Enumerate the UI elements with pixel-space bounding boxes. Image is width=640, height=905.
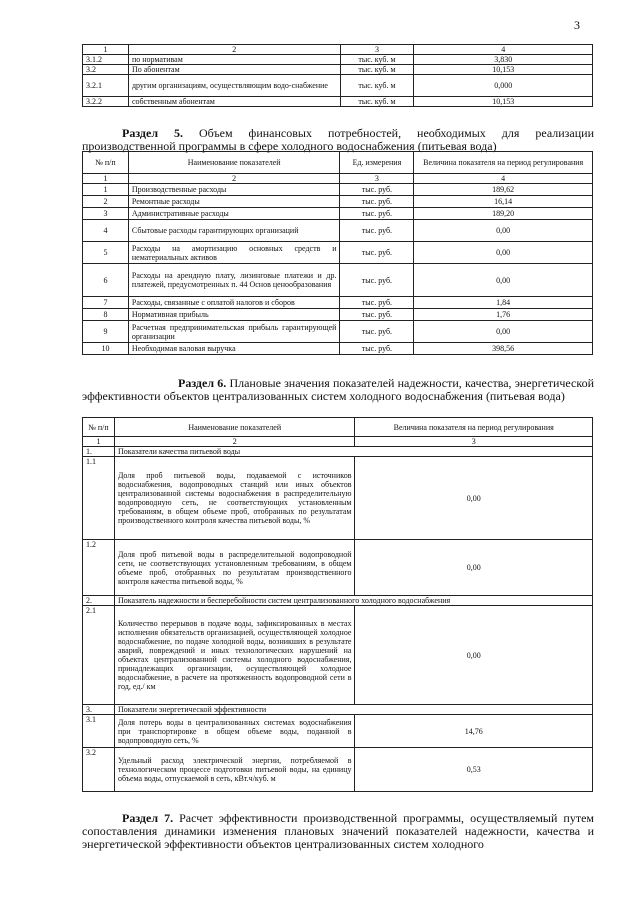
volume-table: [82, 44, 593, 107]
row-value: 1,84: [414, 297, 593, 309]
row-num: 8: [83, 309, 129, 321]
row-unit: тыс. руб.: [340, 343, 414, 355]
row-value: 0,00: [414, 264, 593, 297]
row-unit: тыс. куб. м: [340, 55, 414, 65]
row-num: 3.1: [83, 715, 115, 748]
row-unit: тыс. руб.: [340, 220, 414, 242]
row-num: 1: [83, 184, 129, 196]
row-name: собственным абонентам: [128, 97, 340, 107]
row-name: Показатели качества питьевой воды: [114, 447, 592, 457]
row-value: 0,53: [355, 748, 593, 792]
row-num: 3.2: [83, 748, 115, 792]
section-label: Раздел 5.: [122, 126, 184, 140]
row-unit: тыс. руб.: [340, 297, 414, 309]
row-value: 0,00: [414, 242, 593, 264]
row-value: 0,00: [414, 220, 593, 242]
row-num: 2.: [83, 596, 115, 606]
table-row: [83, 321, 593, 343]
row-name: Необходимая валовая выручка: [128, 343, 340, 355]
row-num: 5: [83, 242, 129, 264]
col-header: № п/п: [83, 418, 115, 437]
table-row: [83, 748, 593, 792]
table-row: [83, 606, 593, 705]
row-unit: тыс. куб. м: [340, 65, 414, 75]
row-name: Нормативная прибыль: [128, 309, 340, 321]
row-value: 189,62: [414, 184, 593, 196]
row-name: Показатель надежности и бесперебойности систем централизованного холодного водоснабжения: [114, 596, 592, 606]
row-unit: тыс. руб.: [340, 242, 414, 264]
row-name: По абонентам: [128, 65, 340, 75]
row-num: 3.2: [83, 65, 129, 75]
section-title: Объем финансовых потребностей, необходимых для реализации производственной программы в сфере холодного водоснабжения (питьевая вода): [82, 126, 594, 153]
row-name: Доля проб питьевой воды, подаваемой с источников водоснабжения, водопроводных станций или иных объектов централизованной системы водоснабжения в распределительную водопроводную сеть, не соответствующих установленным требованиям, в общем объеме проб, отобранных по результатам производственного контроля качества питьевой воды, %: [114, 457, 355, 540]
table-row: [83, 297, 593, 309]
col-number: 3: [340, 45, 414, 55]
row-value: 0,00: [355, 540, 593, 596]
row-value: 16,14: [414, 196, 593, 208]
col-number: 4: [414, 45, 593, 55]
row-name: Расходы на амортизацию основных средств и нематериальных активов: [128, 242, 340, 264]
col-header: Величина показателя на период регулирования: [355, 418, 593, 437]
row-value: 0,00: [414, 321, 593, 343]
section-5-heading: [82, 127, 594, 153]
table-row: [83, 75, 593, 97]
row-name: по нормативам: [128, 55, 340, 65]
table-group-row: [83, 705, 593, 715]
col-number: 2: [128, 45, 340, 55]
table-row: [83, 457, 593, 540]
row-num: 10: [83, 343, 129, 355]
table-number-row: [83, 174, 593, 184]
row-value: 3,830: [414, 55, 593, 65]
row-unit: тыс. куб. м: [340, 75, 414, 97]
row-value: 10,153: [414, 65, 593, 75]
row-num: 2: [83, 196, 129, 208]
row-name: другим организациям, осуществляющим водо-снабжение: [128, 75, 340, 97]
col-number: 3: [340, 174, 414, 184]
col-number: 2: [114, 437, 355, 447]
row-num: 1.: [83, 447, 115, 457]
table-row: [83, 715, 593, 748]
row-num: 1.1: [83, 457, 115, 540]
row-name: Доля проб питьевой воды в распределительной водопроводной сети, не соответствующих установленным требованиям, в общем объеме проб, отобранных по результатам производственного контроля качества питьевой воды, %: [114, 540, 355, 596]
section-label: Раздел 6.: [178, 376, 227, 390]
table-row: [83, 97, 593, 107]
row-name: Показатели энергетической эффективности: [114, 705, 592, 715]
table-row: [83, 196, 593, 208]
row-value: 14,76: [355, 715, 593, 748]
col-header: № п/п: [83, 152, 129, 174]
row-value: 0,00: [355, 457, 593, 540]
row-num: 4: [83, 220, 129, 242]
row-name: Расходы на арендную плату, лизинговые платежи и др. платежей, предусмотренных п. 44 Основ ценообразования: [128, 264, 340, 297]
row-num: 3.: [83, 705, 115, 715]
col-header: Наименование показателей: [128, 152, 340, 174]
row-value: 0,000: [414, 75, 593, 97]
table-group-row: [83, 447, 593, 457]
row-value: 0,00: [355, 606, 593, 705]
col-number: 3: [355, 437, 593, 447]
row-name: Количество перерывов в подаче воды, зафиксированных в местах исполнения обязательств организацией, осуществляющей холодное водоснабжение, по подаче холодной воды, возникших в результате аварий, повреждений и иных технологических нарушений на объектах централизованной системы холодного водоснабжения, принадлежащих организации, осуществляющей холодное водоснабжение, в расчете на протяженность водопроводной сети в год, ед./ км: [114, 606, 355, 705]
row-unit: тыс. руб.: [340, 184, 414, 196]
row-num: 1.2: [83, 540, 115, 596]
row-name: Производственные расходы: [128, 184, 340, 196]
row-name: Доля потерь воды в централизованных системах водоснабжения при транспортировке в общем объеме воды, поданной в водопроводную сеть, %: [114, 715, 355, 748]
indicators-table: [82, 417, 593, 792]
table-number-row: [83, 437, 593, 447]
row-name: Ремонтные расходы: [128, 196, 340, 208]
col-number: 1: [83, 437, 115, 447]
row-num: 2.1: [83, 606, 115, 705]
row-num: 6: [83, 264, 129, 297]
row-name: Удельный расход электрической энергии, потребляемой в технологическом процессе подготовки питьевой воды, на единицу объема воды, отпускаемой в сеть, кВт.ч/куб. м: [114, 748, 355, 792]
table-row: [83, 242, 593, 264]
section-label: Раздел 7.: [122, 811, 174, 825]
col-header: Наименование показателей: [114, 418, 355, 437]
row-name: Расчетная предпринимательская прибыль гарантирующей организации: [128, 321, 340, 343]
table-row: [83, 343, 593, 355]
section-7-paragraph: [82, 812, 594, 851]
page-number: 3: [574, 18, 580, 32]
row-value: 398,56: [414, 343, 593, 355]
table-header-row: [83, 418, 593, 437]
row-name: Расходы, связанные с оплатой налогов и сборов: [128, 297, 340, 309]
col-number: 4: [414, 174, 593, 184]
table-row: [83, 540, 593, 596]
row-unit: тыс. куб. м: [340, 97, 414, 107]
table-row: [83, 264, 593, 297]
col-number: 2: [128, 174, 340, 184]
row-unit: тыс. руб.: [340, 321, 414, 343]
row-name: Административные расходы: [128, 208, 340, 220]
row-value: 189,20: [414, 208, 593, 220]
row-num: 7: [83, 297, 129, 309]
table-row: [83, 55, 593, 65]
row-unit: тыс. руб.: [340, 208, 414, 220]
row-num: 3.2.1: [83, 75, 129, 97]
row-unit: тыс. руб.: [340, 309, 414, 321]
col-number: 1: [83, 45, 129, 55]
financial-table: [82, 151, 593, 355]
row-name: Сбытовые расходы гарантирующих организаций: [128, 220, 340, 242]
table-row: [83, 309, 593, 321]
row-value: 1,76: [414, 309, 593, 321]
table-row: [83, 208, 593, 220]
table-group-row: [83, 596, 593, 606]
table-header-row: [83, 152, 593, 174]
table-header-row: [83, 45, 593, 55]
row-num: 3: [83, 208, 129, 220]
row-num: 3.1.2: [83, 55, 129, 65]
col-header: Величина показателя на период регулирования: [414, 152, 593, 174]
section-title: Плановые значения показателей надежности, качества, энергетической эффективности объектов централизованных систем холодного водоснабжения (питьевая вода): [82, 376, 594, 403]
row-unit: тыс. руб.: [340, 264, 414, 297]
table-row: [83, 65, 593, 75]
row-value: 10,153: [414, 97, 593, 107]
row-num: 3.2.2: [83, 97, 129, 107]
row-unit: тыс. руб.: [340, 196, 414, 208]
col-number: 1: [83, 174, 129, 184]
row-num: 9: [83, 321, 129, 343]
table-row: [83, 184, 593, 196]
section-6-heading: [82, 377, 594, 403]
section-text: Расчет эффективности производственной программы, осуществляемый путем сопоставления динамики изменения плановых значений показателей надежности, качества и энергетической эффективности объектов централизованных систем холодного: [82, 811, 594, 851]
col-header: Ед. измерения: [340, 152, 414, 174]
table-row: [83, 220, 593, 242]
